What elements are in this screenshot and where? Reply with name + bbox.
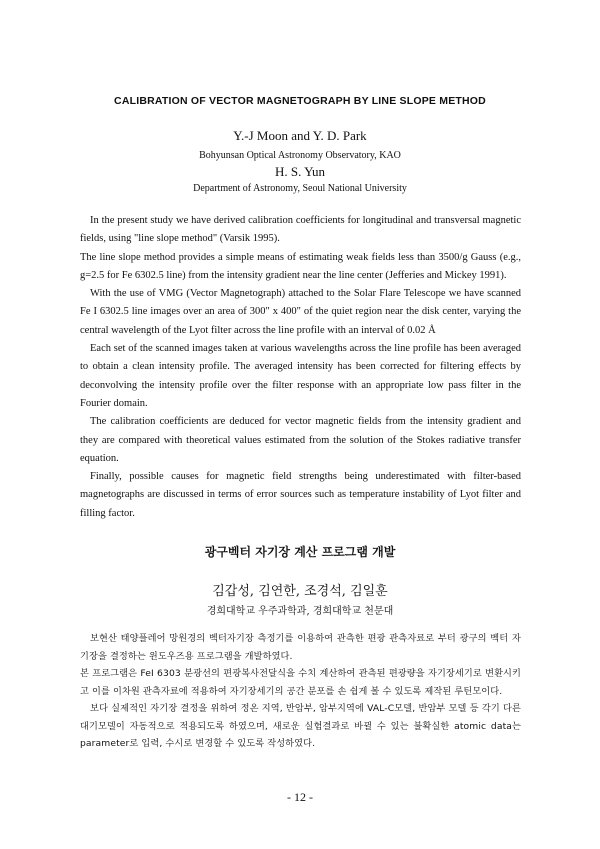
abstract-paragraph: Each set of the scanned images taken at various wavelengths across the line profile has been averaged to obtain a clean intensity profile. The averaged intensity has been corrected for filtering effects by deconvolving the intensity profile over the filter response with an appropriate low pass filter in the Fourier domain.	[80, 343, 521, 409]
korean-paragraph: 본 프로그램은 FeI 6303 분광선의 편광복사전달식을 수치 계산하여 관측된 편광량을 자기장세기로 변환시키고 이를 이차원 관측자료에 적용하여 자기장세기의 공간 분포를 손 쉽게 볼 수 있도록 제작된 루틴모이다.	[80, 668, 521, 697]
korean-paragraph: 보다 실제적인 자기장 결정을 위하여 정온 지역, 반암부, 암부지역에 VAL-C모델, 반암부 모델 등 각기 다른 대기모델이 자동적으로 적용되도록 하였으며, 새로운 실험결과로 바뀔 수 있는 불확실한 atomic data는 parameter로 입력, 수시로 변경할 수 있도록 작성하였다.	[80, 703, 521, 749]
english-title: CALIBRATION OF VECTOR MAGNETOGRAPH BY LINE SLOPE METHOD	[114, 95, 486, 107]
abstract-paragraph: The line slope method provides a simple means of estimating weak fields less than 3500/g Gauss (e.g., g=2.5 for Fe 6302.5 line) from the intensity gradient near the line center (Jefferies and Mickey 1991).	[80, 251, 521, 281]
korean-affiliation: 경희대학교 우주과학과, 경희대학교 천문대	[206, 606, 394, 617]
korean-authors: 김갑성, 김연한, 조경석, 김일훈	[212, 584, 388, 599]
affiliation-line-2: Department of Astronomy, Seoul National University	[193, 183, 407, 194]
page-number: - 12 -	[287, 790, 313, 804]
affiliation-line-1: Bohyunsan Optical Astronomy Observatory, KAO	[199, 150, 401, 161]
korean-title: 광구벡터 자기장 계산 프로그램 개발	[204, 545, 396, 559]
abstract-paragraph: The calibration coefficients are deduced for vector magnetic fields from the intensity gradient and they are compared with theoretical values estimated from the solution of the Stokes radiative transfer equation.	[80, 416, 521, 464]
abstract-paragraph: In the present study we have derived calibration coefficients for longitudinal and transversal magnetic fields, using "line slope method" (Varsik 1995).	[80, 215, 521, 245]
english-abstract	[80, 212, 521, 523]
korean-paragraph: 보현산 태양플레어 망원경의 벡터자기장 측정기를 이용하여 관측한 편광 관측자료로 부터 광구의 벡터 자기장을 결정하는 윈도우즈용 프로그램을 개발하였다.	[80, 633, 521, 662]
abstract-paragraph: With the use of VMG (Vector Magnetograph) attached to the Solar Flare Telescope we have scanned Fe I 6302.5 line images over an area of 300" x 400" of the quiet region near the disk center, varying the central wavelength of the Lyot filter across the line profile with an interval of 0.02 Å	[80, 288, 521, 336]
abstract-paragraph: Finally, possible causes for magnetic field strengths being underestimated with filter-based magnetographs are discussed in terms of error sources such as temperature instability of Lyot filter and filling factor.	[80, 471, 521, 519]
authors-line-2: H. S. Yun	[274, 164, 326, 179]
authors-line-1: Y.-J Moon and Y. D. Park	[233, 128, 367, 143]
korean-abstract	[80, 630, 521, 753]
